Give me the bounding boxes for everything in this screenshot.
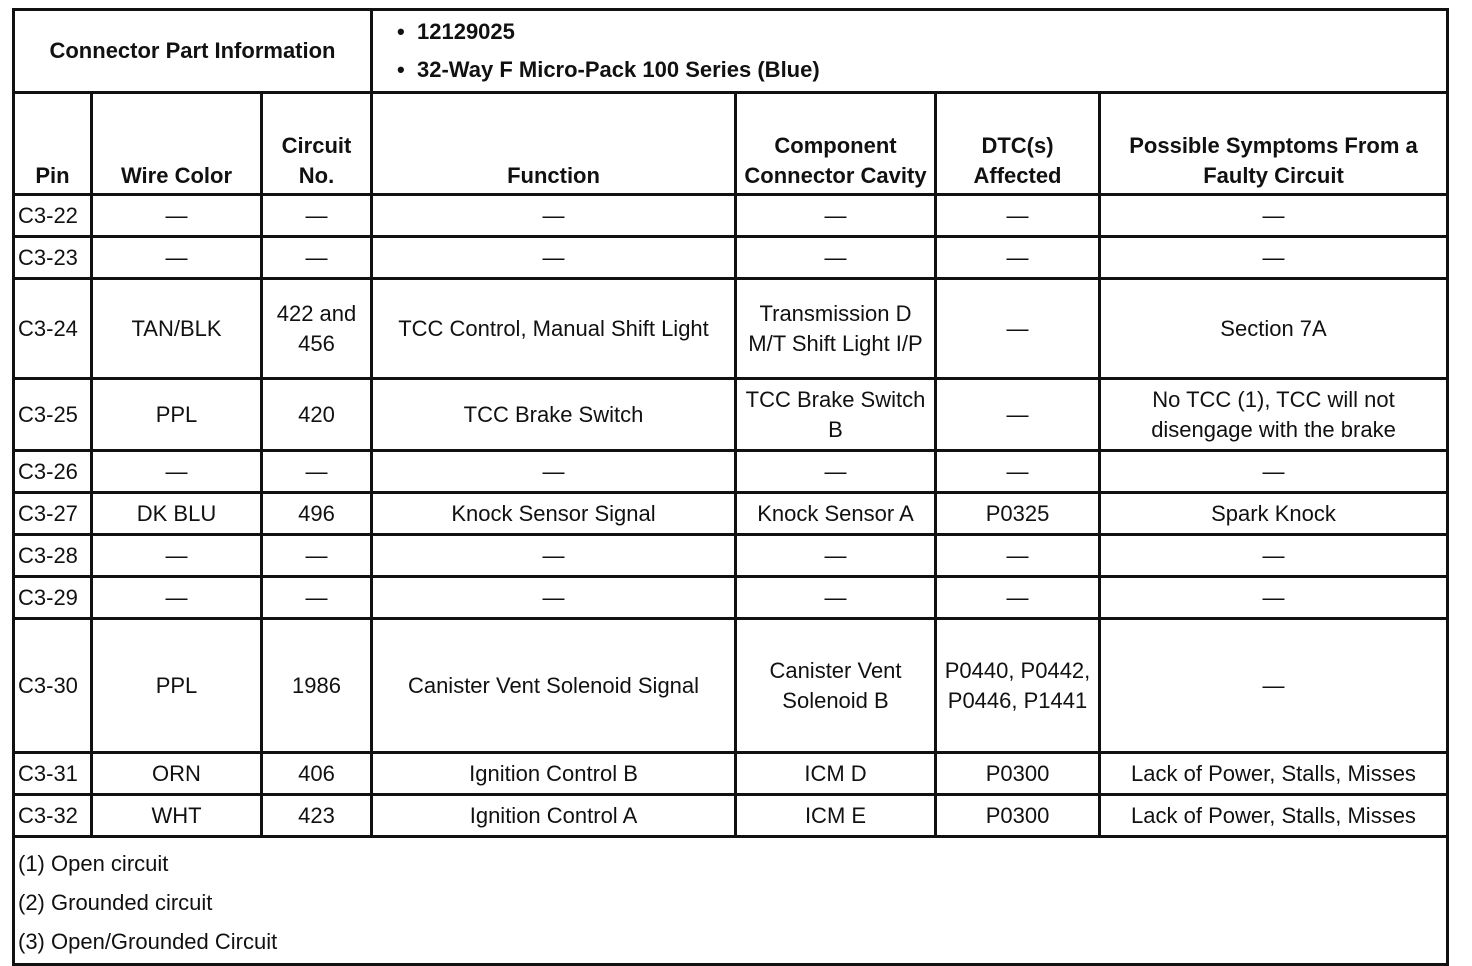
wire-color-cell: — [92,237,262,279]
connector-info-item: • 12129025 [417,13,1442,51]
table-row [14,237,1448,279]
function-cell: — [372,577,736,619]
symptoms-cell: — [1100,451,1448,493]
component-cavity-cell: ICM E [736,795,936,837]
circuit-no-cell: — [262,237,372,279]
wire-color-cell: PPL [92,379,262,451]
table-row [14,279,1448,379]
wire-color-cell: WHT [92,795,262,837]
pin-cell: C3-30 [14,619,92,753]
circuit-no-cell: 422 and 456 [262,279,372,379]
header-pin: Pin [14,93,92,195]
connector-table [12,8,1449,966]
pin-cell: C3-31 [14,753,92,795]
table-row [14,795,1448,837]
header-circuit-no: Circuit No. [262,93,372,195]
pin-cell: C3-24 [14,279,92,379]
wire-color-cell: TAN/BLK [92,279,262,379]
function-cell: Canister Vent Solenoid Signal [372,619,736,753]
wire-color-cell: — [92,577,262,619]
dtc-cell: — [936,451,1100,493]
symptoms-cell: — [1100,535,1448,577]
table-row [14,195,1448,237]
dtc-cell: — [936,237,1100,279]
function-cell: TCC Control, Manual Shift Light [372,279,736,379]
dtc-cell: — [936,577,1100,619]
note-item: (2) Grounded circuit [18,890,213,915]
symptoms-cell: — [1100,619,1448,753]
dtc-cell: P0300 [936,753,1100,795]
function-cell: — [372,535,736,577]
connector-info-item: • 32-Way F Micro-Pack 100 Series (Blue) [417,51,1442,89]
wire-color-cell: — [92,195,262,237]
symptoms-cell: — [1100,195,1448,237]
symptoms-cell: Lack of Power, Stalls, Misses [1100,795,1448,837]
connector-document [12,8,1449,966]
circuit-no-cell: — [262,577,372,619]
function-cell: — [372,237,736,279]
circuit-no-cell: — [262,535,372,577]
connector-info-row [14,10,1448,93]
function-cell: — [372,451,736,493]
function-cell: Knock Sensor Signal [372,493,736,535]
dtc-cell: P0440, P0442, P0446, P1441 [936,619,1100,753]
function-cell: TCC Brake Switch [372,379,736,451]
symptoms-cell: No TCC (1), TCC will not disengage with the brake [1100,379,1448,451]
function-cell: Ignition Control B [372,753,736,795]
table-row [14,535,1448,577]
wire-color-cell: DK BLU [92,493,262,535]
connector-info-label: Connector Part Information [14,10,372,93]
circuit-no-cell: 420 [262,379,372,451]
note-item: (3) Open/Grounded Circuit [18,929,278,954]
component-cavity-cell: — [736,535,936,577]
circuit-no-cell: 1986 [262,619,372,753]
pin-cell: C3-27 [14,493,92,535]
symptoms-cell: Section 7A [1100,279,1448,379]
component-cavity-cell: — [736,577,936,619]
component-cavity-cell: — [736,237,936,279]
circuit-no-cell: — [262,195,372,237]
pin-cell: C3-29 [14,577,92,619]
symptoms-cell: — [1100,237,1448,279]
table-row [14,577,1448,619]
dtc-cell: — [936,195,1100,237]
component-cavity-cell: — [736,195,936,237]
symptoms-cell: Lack of Power, Stalls, Misses [1100,753,1448,795]
circuit-no-cell: 496 [262,493,372,535]
function-cell: Ignition Control A [372,795,736,837]
component-cavity-cell: Transmission D M/T Shift Light I/P [736,279,936,379]
pin-cell: C3-28 [14,535,92,577]
notes-cell [14,837,1448,965]
component-cavity-cell: Canister Vent Solenoid B [736,619,936,753]
dtc-cell: — [936,379,1100,451]
table-row [14,493,1448,535]
table-row [14,379,1448,451]
dtc-cell: — [936,279,1100,379]
table-row [14,451,1448,493]
column-header-row [14,93,1448,195]
wire-color-cell: — [92,535,262,577]
connector-info-values [372,10,1448,93]
table-row [14,753,1448,795]
wire-color-cell: ORN [92,753,262,795]
pin-cell: C3-25 [14,379,92,451]
pin-cell: C3-23 [14,237,92,279]
circuit-no-cell: 423 [262,795,372,837]
circuit-no-cell: — [262,451,372,493]
note-item: (1) Open circuit [18,851,169,876]
notes-row [14,837,1448,965]
component-cavity-cell: — [736,451,936,493]
symptoms-cell: — [1100,577,1448,619]
dtc-cell: P0325 [936,493,1100,535]
pin-cell: C3-26 [14,451,92,493]
header-symptoms: Possible Symptoms From a Faulty Circuit [1100,93,1448,195]
header-dtc: DTC(s) Affected [936,93,1100,195]
header-wire-color: Wire Color [92,93,262,195]
symptoms-cell: Spark Knock [1100,493,1448,535]
circuit-no-cell: 406 [262,753,372,795]
pin-cell: C3-22 [14,195,92,237]
header-component-cavity: Component Connector Cavity [736,93,936,195]
wire-color-cell: — [92,451,262,493]
header-function: Function [372,93,736,195]
function-cell: — [372,195,736,237]
pin-cell: C3-32 [14,795,92,837]
component-cavity-cell: Knock Sensor A [736,493,936,535]
dtc-cell: — [936,535,1100,577]
dtc-cell: P0300 [936,795,1100,837]
component-cavity-cell: ICM D [736,753,936,795]
wire-color-cell: PPL [92,619,262,753]
table-row [14,619,1448,753]
component-cavity-cell: TCC Brake Switch B [736,379,936,451]
